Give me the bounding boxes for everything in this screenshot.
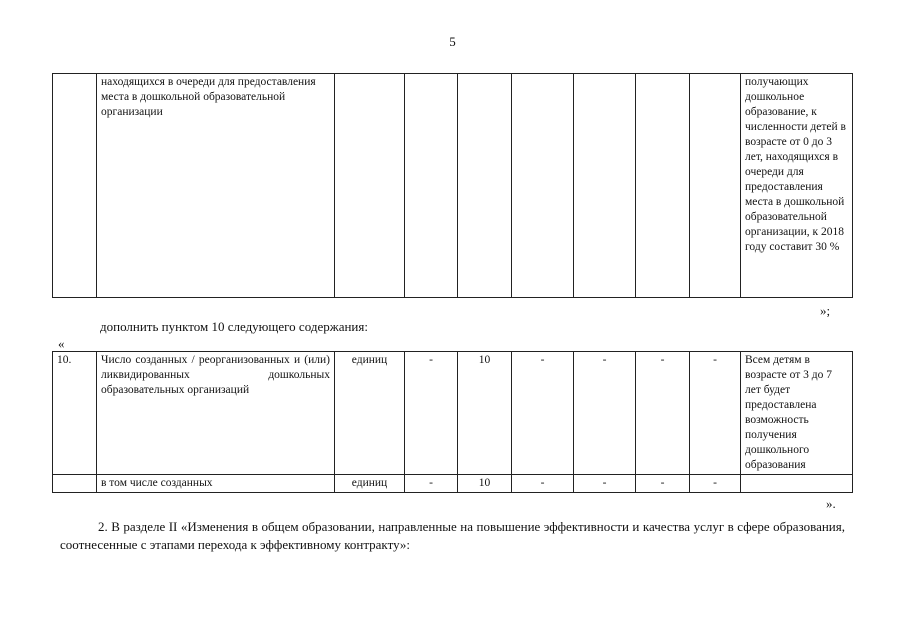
indicator-name: Число созданных / реорганизованных и (или) ликвидированных дошкольных образовательных организаций xyxy=(97,352,335,475)
unit-cell: единиц xyxy=(335,352,405,475)
value-cell: - xyxy=(690,352,741,475)
value-cell xyxy=(690,74,741,298)
value-cell: 10 xyxy=(458,352,512,475)
value-cell: - xyxy=(512,475,574,493)
closing-quote: ». xyxy=(826,496,836,511)
unit-cell xyxy=(335,74,405,298)
indicator-table-new xyxy=(52,351,853,493)
result-description: получающих дошкольное образование, к численности детей в возрасте от 0 до 3 лет, находящихся в очереди для предоставления места в дошкольной образовательной организации, к 2018 году составит 30 % xyxy=(741,74,853,298)
table-row xyxy=(53,475,853,493)
indicator-table-continued xyxy=(52,73,853,298)
value-cell: - xyxy=(636,475,690,493)
value-cell xyxy=(636,74,690,298)
page-number: 5 xyxy=(449,34,456,49)
indicator-name: в том числе созданных xyxy=(97,475,335,493)
value-cell: - xyxy=(405,475,458,493)
result-description: Всем детям в возрасте от 3 до 7 лет будет предоставлена возможность получения дошкольного образования xyxy=(741,352,853,475)
value-cell: - xyxy=(574,475,636,493)
result-description xyxy=(741,475,853,493)
value-cell: - xyxy=(636,352,690,475)
body-paragraph: 2. В разделе II «Изменения в общем образовании, направленные на повышение эффективности и качества услуг в сфере образования, соотнесенные с этапами перехода к эффективному контракту»: xyxy=(60,519,845,552)
value-cell xyxy=(405,74,458,298)
value-cell: - xyxy=(405,352,458,475)
value-cell xyxy=(574,74,636,298)
value-cell xyxy=(512,74,574,298)
value-cell: 10 xyxy=(458,475,512,493)
value-cell: - xyxy=(690,475,741,493)
value-cell: - xyxy=(574,352,636,475)
unit-cell: единиц xyxy=(335,475,405,493)
row-number xyxy=(53,74,97,298)
table-row xyxy=(53,74,853,298)
table-row xyxy=(53,352,853,475)
intro-text: дополнить пунктом 10 следующего содержания: xyxy=(100,319,368,334)
row-number xyxy=(53,475,97,493)
opening-quote: « xyxy=(58,336,65,351)
indicator-name: находящихся в очереди для предоставления места в дошкольной образовательной организации xyxy=(97,74,335,298)
value-cell: - xyxy=(512,352,574,475)
closing-quote: »; xyxy=(820,303,831,318)
row-number: 10. xyxy=(53,352,97,475)
value-cell xyxy=(458,74,512,298)
